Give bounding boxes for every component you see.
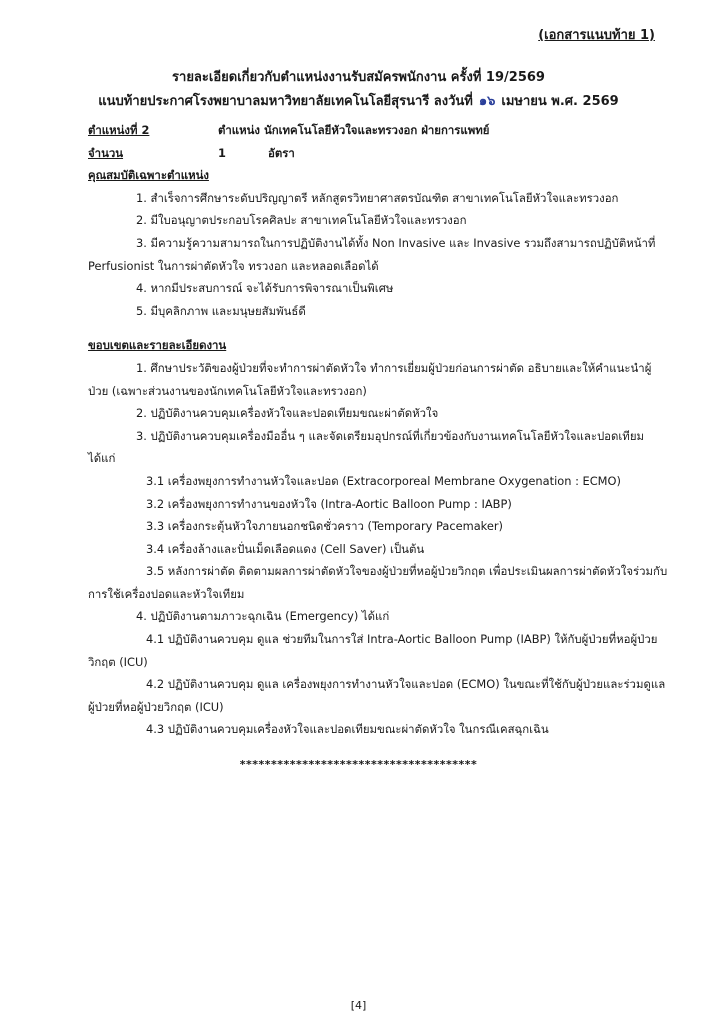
scope-subitem: 3.5 หลังการผ่าตัด ติดตามผลการผ่าตัดหัวใจของผู้ป่วยที่หอผู้ป่วยวิกฤต เพื่อประเมินผลการผ่าตัดหัวใจร่วมกับการใช้เครื่องปอดและหัวใจเทียม [88,564,668,601]
position-row [88,119,668,142]
count-label: จำนวน [88,145,124,160]
divider-stars: ************************************** [239,758,478,771]
qualification-item: 3. มีความรู้ความสามารถในการปฏิบัติงานได้ทั้ง Non Invasive และ Invasive รวมถึงสามารถปฏิบัติหน้าที่ Perfusionist ในการผ่าตัดหัวใจ ทรวงอก และหลอดเลือดได้ [88,235,656,273]
count-unit: อัตรา [268,145,295,160]
handwritten-day: ๑๖ [478,94,496,109]
scope-subitem: 3.2 เครื่องพยุงการทำงานของหัวใจ (Intra-Aortic Balloon Pump : IABP) [146,496,512,511]
scope-item: 1. ศึกษาประวัติของผู้ป่วยที่จะทำการผ่าตัดหัวใจ ทำการเยี่ยมผู้ป่วยก่อนการผ่าตัด อธิบายและให้คำแนะนำผู้ป่วย (เฉพาะส่วนงานของนักเทคโนโลยีหัวใจและทรวงอก) [88,360,652,398]
qualification-item: 5. มีบุคลิกภาพ และมนุษยสัมพันธ์ดี [136,303,306,318]
subtitle-prefix: แนบท้ายประกาศโรงพยาบาลมหาวิทยาลัยเทคโนโลยีสุรนารี ลงวันที่ [98,94,473,109]
scope-item: 4. ปฏิบัติงานตามภาวะฉุกเฉิน (Emergency) ได้แก่ [136,609,390,624]
scope-item: 2. ปฏิบัติงานควบคุมเครื่องหัวใจและปอดเทียมขณะผ่าตัดหัวใจ [136,406,439,421]
qualification-item: 2. มีใบอนุญาตประกอบโรคศิลปะ สาขาเทคโนโลยีหัวใจและทรวงอก [136,213,467,228]
scope-subitem: 4.3 ปฏิบัติงานควบคุมเครื่องหัวใจและปอดเทียมขณะผ่าตัดหัวใจ ในกรณีเคสฉุกเฉิน [146,722,549,737]
qualification-item: 4. หากมีประสบการณ์ จะได้รับการพิจารณาเป็นพิเศษ [136,281,394,296]
qualification-item: 1. สำเร็จการศึกษาระดับปริญญาตรี หลักสูตรวิทยาศาสตรบัณฑิต สาขาเทคโนโลยีหัวใจและทรวงอก [136,190,619,205]
annex-label: (เอกสารแนบท้าย 1) [538,28,655,43]
scope-subitem: 4.2 ปฏิบัติงานควบคุม ดูแล เครื่องพยุงการทำงานหัวใจและปอด (ECMO) ในขณะที่ใช้กับผู้ป่วยและร่วมดูแลผู้ป่วยที่หอผู้ป่วยวิกฤต (ICU) [88,677,666,714]
subtitle-suffix: เมษายน พ.ศ. 2569 [501,94,619,109]
document-title: รายละเอียดเกี่ยวกับตำแหน่งงานรับสมัครพนักงาน ครั้งที่ 19/2569 [172,70,545,85]
scope-subitem: 3.1 เครื่องพยุงการทำงานหัวใจและปอด (Extracorporeal Membrane Oxygenation : ECMO) [146,473,621,488]
scope-item: 3. ปฏิบัติงานควบคุมเครื่องมืออื่น ๆ และจัดเตรียมอุปกรณ์ที่เกี่ยวข้องกับงานเทคโนโลยีหัวใจและปอดเทียม ได้แก่ [88,428,645,466]
scope-subitem: 4.1 ปฏิบัติงานควบคุม ดูแล ช่วยทีมในการใส่ Intra-Aortic Balloon Pump (IABP) ให้กับผู้ป่วยที่หอผู้ป่วยวิกฤต (ICU) [88,632,658,669]
position-label: ตำแหน่งที่ 2 [88,123,150,137]
scope-subitem: 3.4 เครื่องล้างและปั่นเม็ดเลือดแดง (Cell Saver) เป็นต้น [146,541,425,556]
document-body [88,119,668,741]
qualifications-heading: คุณสมบัติเฉพาะตำแหน่ง [88,168,209,183]
page-number: [4] [350,999,367,1012]
scope-subitem: 3.3 เครื่องกระตุ้นหัวใจภายนอกชนิดชั่วคราว (Temporary Pacemaker) [146,519,504,534]
position-value: ตำแหน่ง นักเทคโนโลยีหัวใจและทรวงอก ฝ่ายการแพทย์ [218,123,490,137]
count-number: 1 [218,145,226,160]
count-row [88,142,668,165]
document-subtitle [0,90,717,111]
scope-heading: ขอบเขตและรายละเอียดงาน [88,338,227,353]
